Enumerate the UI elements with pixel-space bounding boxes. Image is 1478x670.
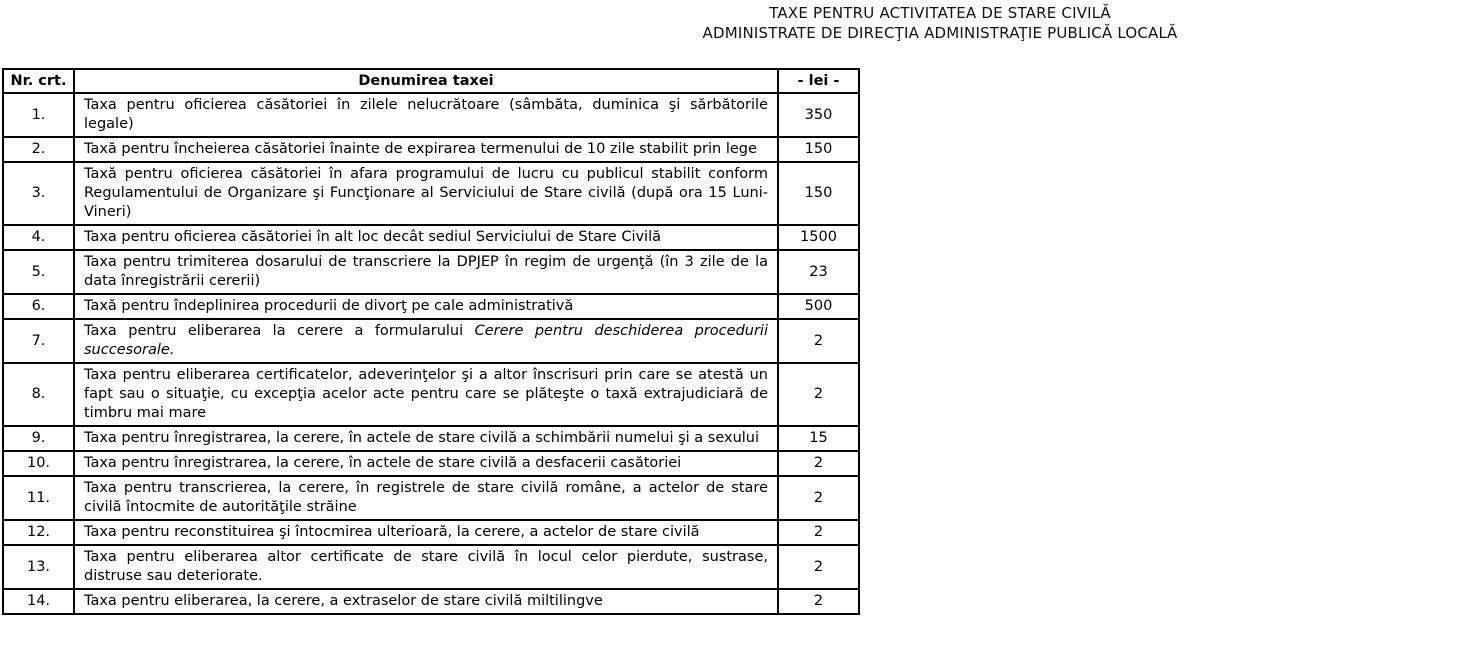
table-row (3, 162, 859, 225)
tax-name-segment: Taxă pentru încheierea căsătoriei înainte de expirarea termenului de 10 zile stabilit prin lege (84, 141, 757, 157)
tax-amount-cell: 150 (778, 137, 859, 162)
tax-name-segment: Taxă pentru îndeplinirea procedurii de divorţ pe cale administrativă (84, 298, 574, 314)
tax-name-cell (74, 545, 778, 589)
table-row (3, 93, 859, 137)
tax-name-cell (74, 137, 778, 162)
row-number-cell: 10. (3, 451, 74, 476)
tax-amount-cell: 2 (778, 319, 859, 363)
header-lei: - lei - (778, 69, 859, 93)
tax-amount-cell: 500 (778, 294, 859, 319)
table-row (3, 451, 859, 476)
tax-name-cell (74, 520, 778, 545)
table-row (3, 250, 859, 294)
table-body (3, 93, 859, 614)
tax-name-segment: Taxa pentru eliberarea, la cerere, a extraselor de stare civilă miltilingve (84, 593, 603, 609)
tax-name-cell (74, 589, 778, 614)
title-line-1: TAXE PENTRU ACTIVITATEA DE STARE CIVILĂ (769, 4, 1111, 22)
tax-name-segment: Taxa pentru eliberarea certificatelor, adeverinţelor şi a altor înscrisuri prin care se atestă un fapt sau o situaţie, cu excepţia acelor acte pentru care se plăteşte o taxă extrajudiciară de timbru mai mare (84, 367, 768, 421)
table-row (3, 363, 859, 426)
tax-name-italic-segment: Cerere pentru deschiderea procedurii succesorale. (84, 323, 768, 358)
fees-table (2, 68, 860, 615)
tax-name-segment: Taxa pentru reconstituirea şi întocmirea ulterioară, la cerere, a actelor de stare civilă (84, 524, 700, 540)
tax-amount-cell: 15 (778, 426, 859, 451)
document-title (402, 3, 1478, 43)
table-row (3, 225, 859, 250)
tax-name-segment: Taxa pentru înregistrarea, la cerere, în actele de stare civilă a schimbării numelui şi a sexului (84, 430, 760, 446)
table-row (3, 545, 859, 589)
table-row (3, 589, 859, 614)
tax-amount-cell: 2 (778, 451, 859, 476)
tax-name-segment: Taxa pentru oficierea căsătoriei în alt loc decât sediul Serviciului de Stare Civilă (84, 229, 661, 245)
tax-name-cell (74, 162, 778, 225)
tax-name-segment: Taxă pentru oficierea căsătoriei în afara programului de lucru cu publicul stabilit conform Regulamentului de Organizare şi Funcţionare al Serviciului de Stare civilă (după ora 15 Luni-Vineri) (84, 166, 768, 220)
tax-name-segment: Taxa pentru transcrierea, la cerere, în registrele de stare civilă române, a actelor de stare civilă întocmite de autorităţile străine (84, 480, 768, 515)
tax-amount-cell: 350 (778, 93, 859, 137)
row-number-cell: 4. (3, 225, 74, 250)
table-row (3, 137, 859, 162)
table-row (3, 294, 859, 319)
tax-name-segment: Taxa pentru oficierea căsătoriei în zilele nelucrătoare (sâmbăta, duminica şi sărbătorile legale) (84, 97, 768, 132)
tax-name-cell (74, 476, 778, 520)
tax-amount-cell: 23 (778, 250, 859, 294)
row-number-cell: 12. (3, 520, 74, 545)
tax-name-segment: Taxa pentru eliberarea altor certificate de stare civilă în locul celor pierdute, sustrase, distruse sau deteriorate. (84, 549, 768, 584)
row-number-cell: 9. (3, 426, 74, 451)
tax-amount-cell: 150 (778, 162, 859, 225)
tax-name-cell (74, 294, 778, 319)
row-number-cell: 2. (3, 137, 74, 162)
row-number-cell: 13. (3, 545, 74, 589)
tax-amount-cell: 2 (778, 363, 859, 426)
row-number-cell: 5. (3, 250, 74, 294)
tax-name-segment: Taxa pentru înregistrarea, la cerere, în actele de stare civilă a desfacerii casătoriei (84, 455, 682, 471)
row-number-cell: 11. (3, 476, 74, 520)
tax-amount-cell: 2 (778, 589, 859, 614)
table-row (3, 476, 859, 520)
row-number-cell: 1. (3, 93, 74, 137)
title-line-2: ADMINISTRATE DE DIRECŢIA ADMINISTRAŢIE PUBLICĂ LOCALĂ (702, 24, 1178, 42)
tax-amount-cell: 2 (778, 520, 859, 545)
table-row (3, 520, 859, 545)
tax-name-cell (74, 363, 778, 426)
header-denumirea: Denumirea taxei (74, 69, 778, 93)
tax-name-cell (74, 250, 778, 294)
row-number-cell: 3. (3, 162, 74, 225)
row-number-cell: 8. (3, 363, 74, 426)
header-nr-crt: Nr. crt. (3, 69, 74, 93)
row-number-cell: 14. (3, 589, 74, 614)
tax-name-segment: Taxa pentru trimiterea dosarului de transcriere la DPJEP în regim de urgenţă (în 3 zile de la data înregistrării cererii) (84, 254, 768, 289)
tax-amount-cell: 2 (778, 476, 859, 520)
row-number-cell: 6. (3, 294, 74, 319)
tax-amount-cell: 2 (778, 545, 859, 589)
tax-name-cell (74, 319, 778, 363)
tax-name-cell (74, 451, 778, 476)
tax-name-segment: Taxa pentru eliberarea la cerere a formularului (84, 323, 475, 339)
table-row (3, 426, 859, 451)
tax-name-cell (74, 426, 778, 451)
table-row (3, 319, 859, 363)
row-number-cell: 7. (3, 319, 74, 363)
tax-name-cell (74, 225, 778, 250)
table-header-row (3, 69, 859, 93)
tax-name-cell (74, 93, 778, 137)
tax-amount-cell: 1500 (778, 225, 859, 250)
